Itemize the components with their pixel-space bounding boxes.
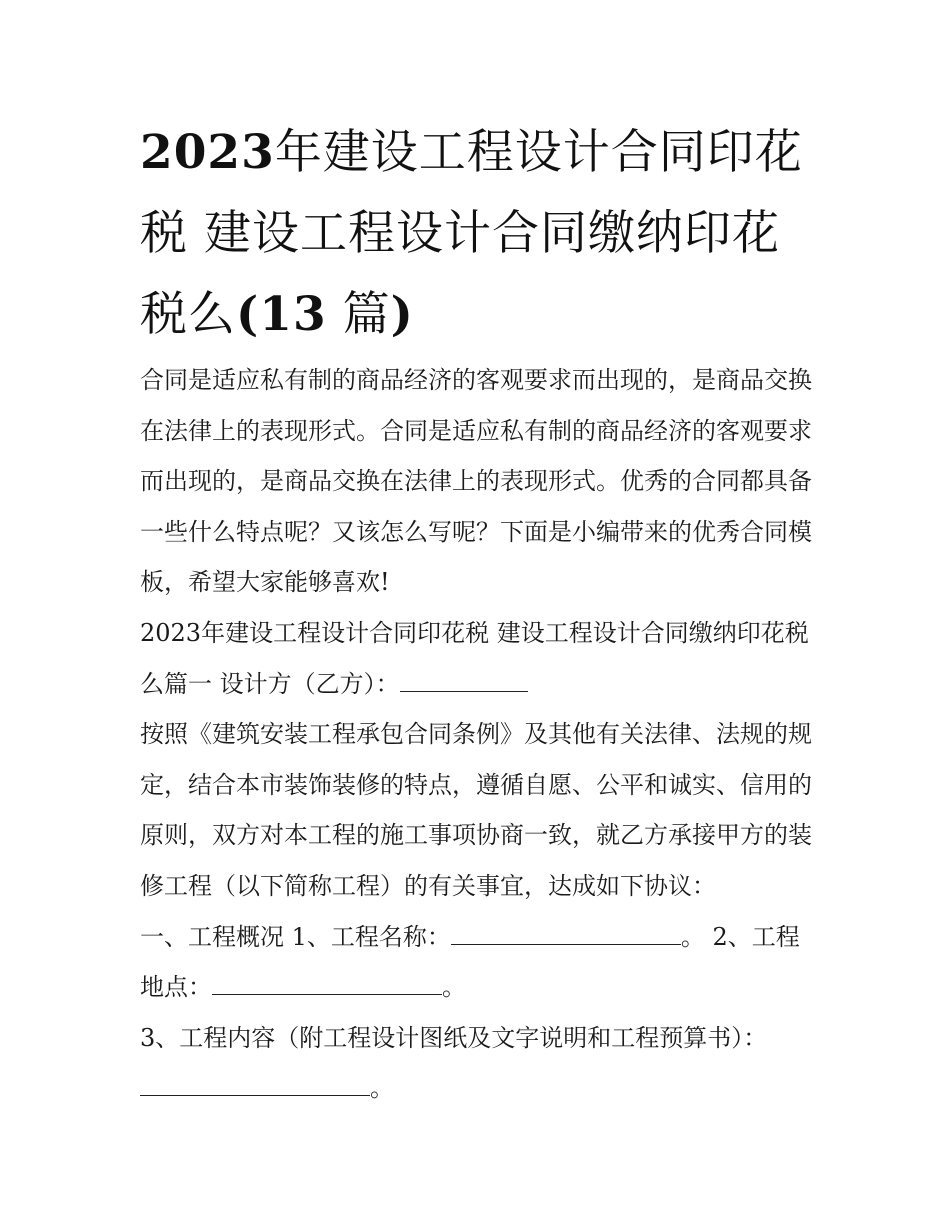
project-location-label: 。 2、工程地点： xyxy=(140,922,800,1002)
project-content-label: 3、工程内容（附工程设计图纸及文字说明和工程预算书）： xyxy=(140,1023,768,1052)
title-number-year: 2023 xyxy=(140,125,275,180)
project-content-fill-line xyxy=(140,1063,820,1114)
project-overview-paragraph xyxy=(140,912,820,1013)
designer-name-blank xyxy=(400,669,528,692)
title-text-unit: 篇 xyxy=(342,287,391,342)
project-location-end: 。 xyxy=(442,973,466,1002)
project-content-blank xyxy=(140,1073,370,1096)
title-text-main: 年建设工程设计合同印花税 建设工程设计合同缴纳印花税么 xyxy=(140,125,803,342)
title-number-count: (13 xyxy=(236,287,327,342)
project-location-blank xyxy=(212,972,442,995)
project-content-end: 。 xyxy=(370,1074,394,1103)
section-heading: 2023年建设工程设计合同印花税 建设工程设计合同缴纳印花税么篇一 设计方（乙方）： xyxy=(140,618,809,698)
project-content-paragraph xyxy=(140,1013,820,1064)
section-heading-paragraph xyxy=(140,608,820,709)
project-name-label: 一、工程概况 1、工程名称： xyxy=(140,922,451,951)
document-title xyxy=(140,112,820,355)
document-body xyxy=(140,355,820,1114)
agreement-paragraph: 按照《建筑安装工程承包合同条例》及其他有关法律、法规的规定，结合本市装饰装修的特点，遵循自愿、公平和诚实、信用的原则，双方对本工程的施工事项协商一致，就乙方承接甲方的装修工程（以下简称工程）的有关事宜，达成如下协议： xyxy=(140,720,812,900)
intro-paragraph: 合同是适应私有制的商品经济的客观要求而出现的，是商品交换在法律上的表现形式。合同是适应私有制的商品经济的客观要求而出现的，是商品交换在法律上的表现形式。优秀的合同都具备一些什么特点呢？又该怎么写呢？下面是小编带来的优秀合同模板，希望大家能够喜欢! xyxy=(140,366,812,597)
project-name-blank xyxy=(451,922,681,945)
title-closing-paren: ) xyxy=(390,287,414,342)
